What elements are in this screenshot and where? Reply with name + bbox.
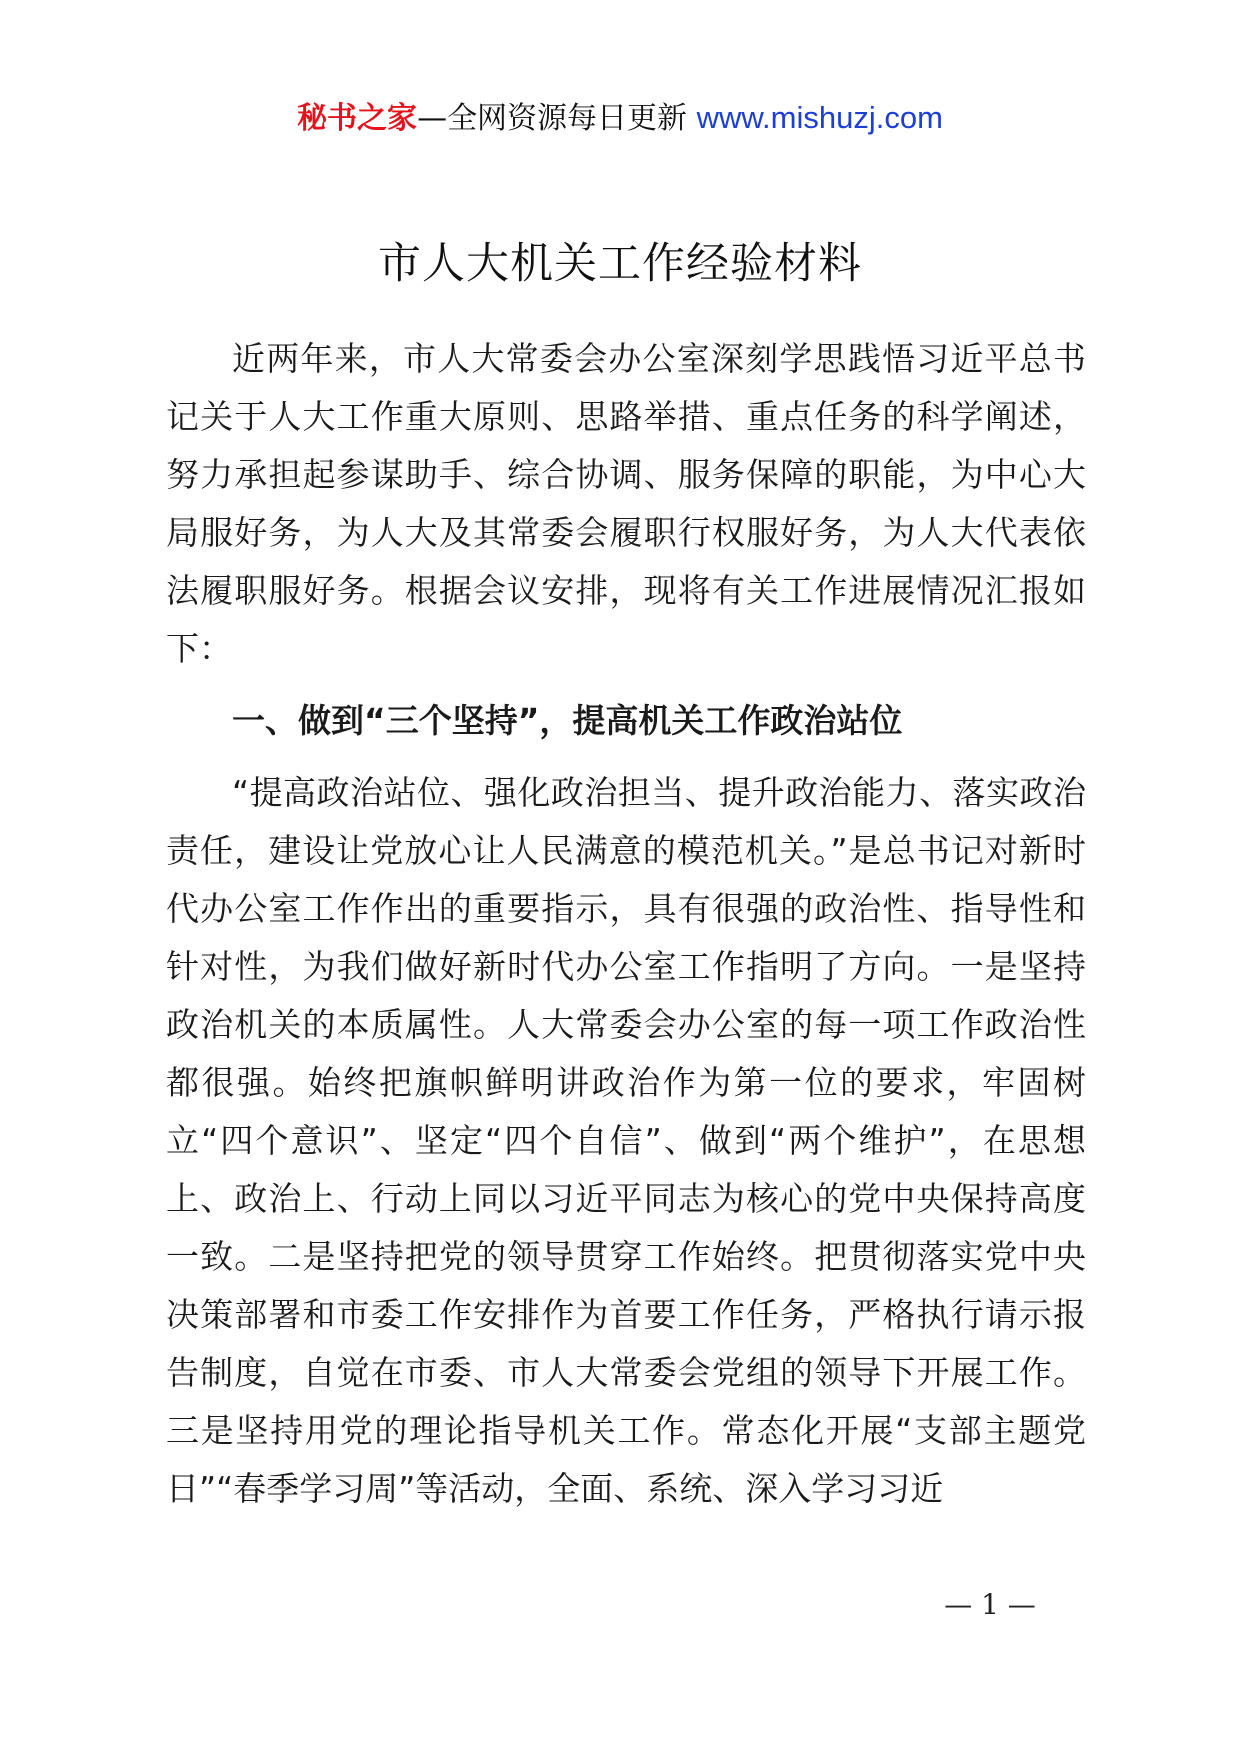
site-url[interactable]: www.mishuzj.com bbox=[696, 100, 943, 135]
page-number: — 1 — bbox=[944, 1588, 1036, 1621]
section-paragraph: “提高政治站位、强化政治担当、提升政治能力、落实政治责任，建设让党放心让人民满意的模范机关。”是总书记对新时代办公室工作作出的重要指示，具有很强的政治性、指导性和针对性，为我们做好新时代办公室工作指明了方向。一是坚持政治机关的本质属性。人大常委会办公室的每一项工作政治性都很强。始终把旗帜鲜明讲政治作为第一位的要求，牢固树立“四个意识”、坚定“四个自信”、做到“两个维护”，在思想上、政治上、行动上同以习近平同志为核心的党中央保持高度一致。二是坚持把党的领导贯穿工作始终。把贯彻落实党中央决策部署和市委工作安排作为首要工作任务，严格执行请示报告制度，自觉在市委、市人大常委会党组的领导下开展工作。三是坚持用党的理论指导机关工作。常态化开展“支部主题党日”“春季学习周”等活动，全面、系统、深入学习习近 bbox=[166, 773, 1086, 1508]
document-body bbox=[166, 330, 1086, 1518]
intro-paragraph: 近两年来，市人大常委会办公室深刻学思践悟习近平总书记关于人大工作重大原则、思路举措、重点任务的科学阐述，努力承担起参谋助手、综合协调、服务保障的职能，为中心大局服好务，为人大及其常委会履职行权服好务，为人大代表依法履职服好务。根据会议安排，现将有关工作进展情况汇报如下： bbox=[166, 339, 1086, 668]
section-heading: 一、做到“三个坚持”，提高机关工作政治站位 bbox=[232, 701, 903, 740]
document-title: 市人大机关工作经验材料 bbox=[378, 239, 862, 289]
site-header bbox=[0, 98, 1240, 139]
site-slogan: —全网资源每日更新 bbox=[417, 101, 688, 136]
site-brand: 秘书之家 bbox=[297, 101, 418, 136]
